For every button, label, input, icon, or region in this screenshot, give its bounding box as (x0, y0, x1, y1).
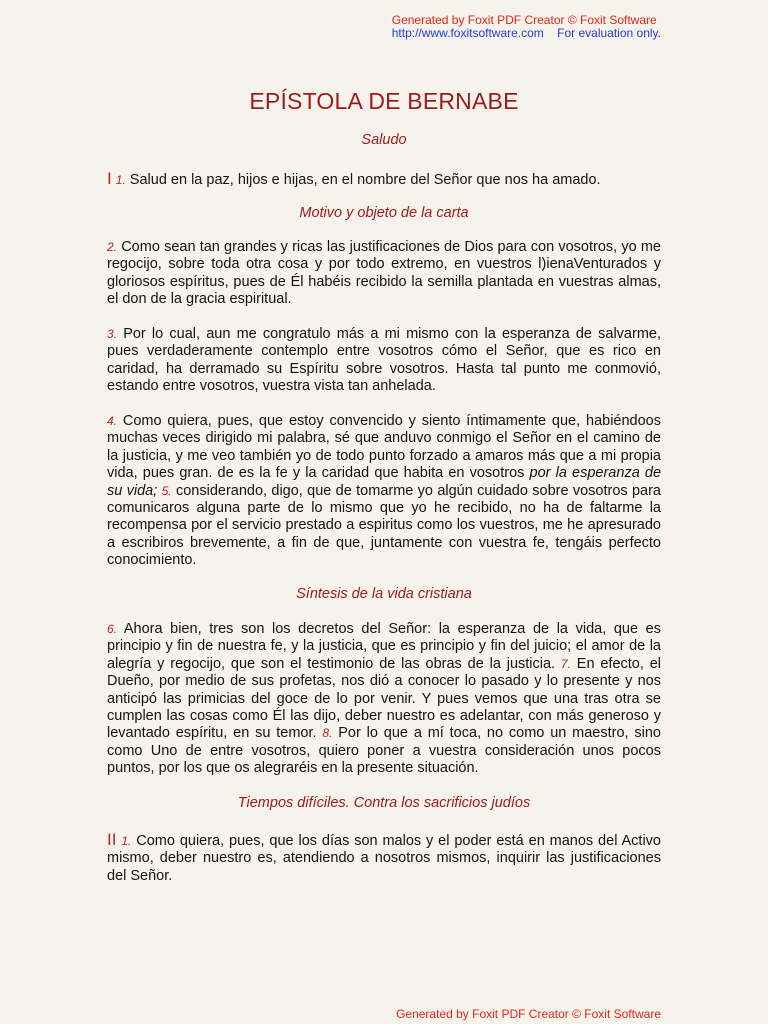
verse-number-2: 2. (107, 240, 118, 254)
watermark-links (392, 27, 661, 40)
paragraph-4-italic-text: por la esperanza de su vida; (107, 465, 662, 499)
paragraph-4 (107, 413, 661, 570)
section-heading-motivo: Motivo y objeto de la carta (299, 205, 469, 221)
paragraph-6-text-a: Ahora bien, tres son los decretos del Señor: la esperanza de la vida, que es principio y fin de nuestra fe, y la justicia, que es principio y fin del juicio; el amor de la alegría y regocijo, que son el testimonio de las obras de la justicia. (107, 621, 661, 672)
section-heading-saludo: Saludo (361, 132, 407, 148)
paragraph-4-text-c: considerando, digo, que de tomarme yo algún cuidado sobre vosotros para comunicaros alguna parte de lo mismo que yo he recibido, no ha de faltarme la recompensa por el servicio prestado a espiritus como los vuestros, me he apresurado a escribiros brevemente, a fin de que, juntamente con vuestra fe, tengáis perfecto conocimiento. (107, 482, 662, 569)
paragraph-ii-1-text: Como quiera, pues, que los días son malos y el poder está en manos del Activo mismo, deber nuestro es, atendiendo a nosotros mismos, inquirir las justificaciones del Señor. (107, 833, 661, 884)
paragraph-3 (107, 326, 661, 396)
paragraph-1 (107, 170, 661, 189)
watermark-footer (396, 1008, 661, 1021)
paragraph-2-text: Como sean tan grandes y ricas las justificaciones de Dios para con vosotros, yo me regocijo, sobre toda otra cosa y por todo extremo, en vuestros l)ienaVenturados y gloriosos espíritus, pues de Él habéis recibido la semilla plantada en vuestras almas, el don de la gracia espiritual. (107, 239, 661, 308)
section-heading-sintesis: Síntesis de la vida cristiana (296, 586, 472, 602)
watermark-header (392, 14, 661, 40)
verse-number-4: 4. (107, 414, 118, 428)
verse-number-3: 3. (107, 327, 118, 341)
paragraph-1-text: Salud en la paz, hijos e hijas, en el nombre del Señor que nos ha amado. (125, 172, 601, 188)
document-title: EPÍSTOLA DE BERNABE (249, 88, 519, 114)
verse-number-1: 1. (115, 173, 126, 187)
paragraph-6-text-c: Por lo que a mí toca, no como un maestro, sino como Uno de entre vosotros, quiero poner a vuestra consideración unos pocos puntos, por los que os alegraréis en la presente situación. (107, 725, 662, 777)
watermark-url-link[interactable]: http://www.foxitsoftware.com (391, 26, 544, 40)
paragraph-ii-1 (107, 831, 661, 885)
verse-number-7: 7. (560, 656, 571, 671)
paragraph-6-text-b: En efecto, el Dueño, por medio de sus profetas, nos dió a conocer lo pasado y lo presente y nos anticipó las primicias del goce de lo por venir. Y pues vemos que una tras otra se cumplen las cosas como Él las dijo, deber nuestro es adelantar, con más generoso y levantado espíritu, en su temor. (107, 655, 661, 742)
paragraph-6 (107, 621, 661, 778)
verse-number-5: 5. (161, 483, 172, 498)
paragraph-2 (107, 239, 661, 309)
chapter-marker-i: I (107, 169, 112, 188)
verse-number-ii-1: 1. (121, 834, 132, 848)
verse-number-6: 6. (107, 622, 118, 636)
paragraph-3-text: Por lo cual, aun me congratulo más a mi mismo con la esperanza de salvarme, pues verdaderamente contemplo entre vosotros cómo el Señor, que es rico en caridad, ha derramado su Espíritu sobre vosotros. Hasta tal punto me conmovió, estando entre vosotros, vuestra vista tan anhelada. (107, 326, 661, 395)
watermark-generator-text: Generated by Foxit PDF Creator © Foxit Software (391, 13, 657, 27)
section-heading-tiempos: Tiempos difíciles. Contra los sacrificios judíos (237, 795, 531, 811)
watermark-footer-generator-text: Generated by Foxit PDF Creator © Foxit Software (396, 1007, 661, 1021)
verse-number-8: 8. (322, 726, 333, 741)
watermark-period: . (657, 26, 661, 40)
watermark-eval-text: For evaluation only (557, 26, 658, 40)
chapter-marker-ii: II (107, 830, 117, 849)
paragraph-4-text-a: Como quiera, pues, que estoy convencido y siento íntimamente que, habiéndoos muchas veces dirigido mi palabra, sé que anduvo conmigo el Señor en el camino de la justicia, y me veo también yo de todo punto forzado a amaros más que a mi propia vida, pues gran. de es la fe y la caridad que habita en vosotros (107, 413, 661, 482)
